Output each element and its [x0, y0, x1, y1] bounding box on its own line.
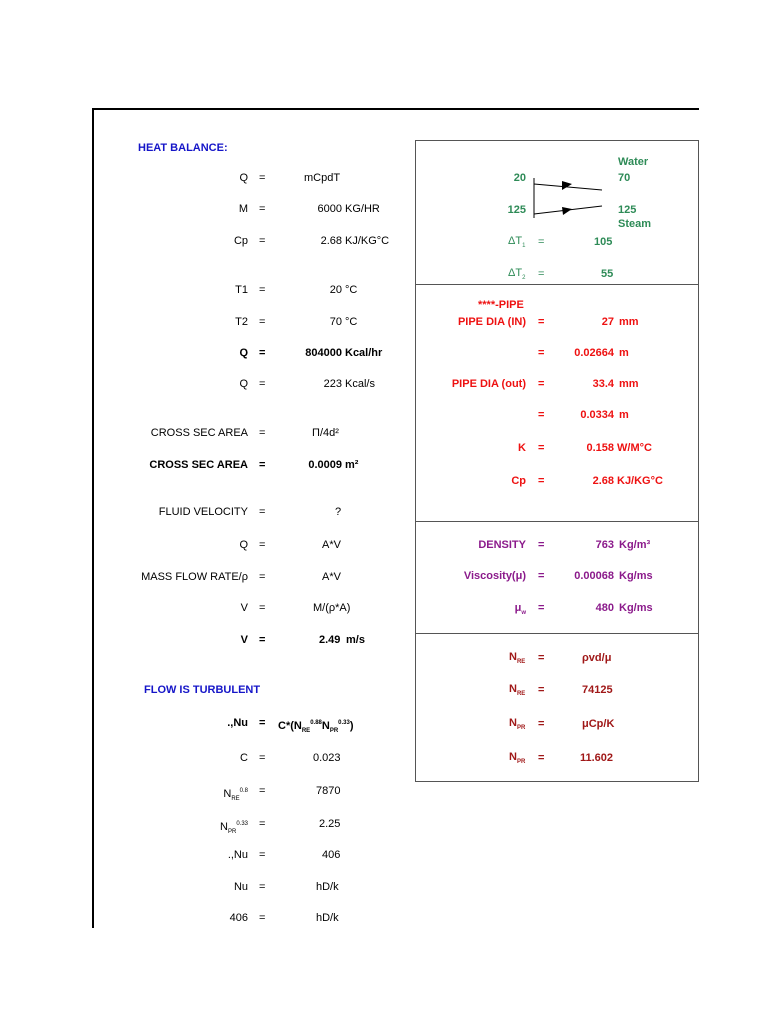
equals-sign: =	[538, 752, 545, 764]
viscosity-value: 0.00068	[574, 570, 614, 582]
pipe-dia-in-value: 27	[601, 316, 614, 328]
k-value: 0.158	[586, 442, 614, 454]
nre-formula-label: $N_{RE}$	[509, 651, 526, 665]
equals-sign: =	[259, 634, 266, 646]
equals-sign: =	[259, 539, 266, 551]
delta-t1-label: $\Delta T_1$	[508, 235, 526, 249]
cp-value: 2.68	[592, 475, 614, 487]
wall-viscosity-label: $\mu_w$	[514, 602, 526, 616]
equals-sign: =	[538, 378, 545, 390]
delta-t1-value: 105	[594, 236, 613, 248]
row-label: T2	[235, 316, 248, 328]
equals-sign: =	[259, 427, 266, 439]
equals-sign: =	[538, 316, 545, 328]
row-label: M	[238, 203, 248, 215]
n406-label: 406	[229, 912, 248, 924]
dimensionless-numbers-box	[415, 633, 699, 782]
pipe-dia-in-m-unit: m	[619, 347, 629, 359]
equals-sign: =	[259, 316, 266, 328]
cp-label: Cp	[511, 475, 526, 487]
row-label: CROSS SEC AREA	[149, 459, 248, 471]
equals-sign: =	[259, 849, 266, 861]
row-label: T1	[235, 284, 248, 296]
equals-sign: =	[259, 284, 266, 296]
row-label: Q	[239, 172, 248, 184]
row-label: V	[240, 602, 248, 614]
row-value: ?	[335, 506, 342, 518]
nre-value-label: $N_{RE}$	[509, 683, 526, 697]
npr-value: 11.602	[580, 752, 614, 764]
wall-viscosity-unit: Kg/ms	[619, 602, 653, 614]
row-label: V	[240, 634, 248, 646]
equals-sign: =	[259, 912, 266, 924]
pipe-dia-out-value: 33.4	[592, 378, 614, 390]
k-label: K	[518, 442, 526, 454]
density-unit: Kg/m³	[619, 539, 651, 551]
nre-formula-value: ρvd/μ	[582, 652, 612, 664]
steam-outlet-temp: 125	[618, 204, 637, 216]
equals-sign: =	[259, 602, 266, 614]
row-unit: Kcal/s	[345, 378, 375, 390]
equals-sign: =	[259, 717, 266, 729]
flow-turbulent-label: FLOW IS TURBULENT	[144, 684, 261, 696]
row-value: 804000	[305, 347, 342, 359]
npr-value-label: $N_{PR}$	[509, 751, 526, 765]
water-label: Water	[618, 156, 649, 168]
row-unit: °C	[345, 316, 358, 328]
row-unit: KJ/KG°C	[345, 235, 390, 247]
nu-def-label: Nu	[233, 881, 248, 893]
equals-sign: =	[538, 442, 545, 454]
k-unit: W/M°C	[617, 442, 652, 454]
nre-power-label: $N_{RE}^{0.8}$	[223, 788, 248, 802]
c-value: 0.023	[313, 752, 341, 764]
sheet-left-border	[92, 108, 94, 928]
row-label: CROSS SEC AREA	[150, 427, 248, 439]
equals-sign: =	[538, 347, 545, 359]
pipe-dia-in-unit: mm	[619, 316, 639, 328]
heat-balance-heading: HEAT BALANCE:	[138, 142, 228, 154]
row-value: 6000	[317, 203, 342, 215]
npr-formula-label: $N_{PR}$	[509, 717, 526, 731]
row-value: 70	[329, 316, 342, 328]
equals-sign: =	[259, 506, 266, 518]
steam-inlet-temp: 125	[507, 204, 526, 216]
npr-power-label: $N_{PR}^{0.33}$	[220, 821, 248, 835]
viscosity-label: Viscosity(μ)	[463, 570, 526, 582]
equals-sign: =	[538, 602, 545, 614]
equals-sign: =	[259, 347, 266, 359]
c-label: C	[240, 752, 248, 764]
nu-def-value: hD/k	[316, 881, 339, 893]
equals-sign: =	[538, 684, 545, 696]
cp-unit: KJ/KG°C	[617, 475, 663, 487]
equals-sign: =	[259, 752, 266, 764]
pipe-dia-out-m-value: 0.0334	[580, 409, 614, 421]
wall-viscosity-value: 480	[595, 602, 614, 614]
npr-power-value: 2.25	[319, 818, 341, 830]
npr-formula-value: μCp/K	[582, 718, 615, 730]
nu-result-label: .,Nu	[227, 849, 248, 861]
row-unit: °C	[345, 284, 358, 296]
equals-sign: =	[538, 570, 545, 582]
pipe-dia-out-unit: mm	[619, 378, 639, 390]
row-unit: KG/HR	[345, 203, 380, 215]
row-value: A*V	[322, 571, 341, 583]
row-label: FLUID VELOCITY	[158, 506, 248, 518]
pipe-dia-out-label: PIPE DIA (out)	[451, 378, 526, 390]
pipe-title: ****-PIPE	[478, 299, 524, 311]
density-value: 763	[595, 539, 614, 551]
equals-sign: =	[259, 459, 266, 471]
equals-sign: =	[538, 409, 545, 421]
density-label: DENSITY	[478, 539, 526, 551]
delta-t2-value: 55	[601, 268, 614, 280]
row-value: M/(ρ*A)	[313, 602, 351, 614]
pipe-dia-out-m-unit: m	[619, 409, 629, 421]
row-value: 20	[329, 284, 342, 296]
equals-sign: =	[259, 172, 266, 184]
nre-power-value: 7870	[316, 785, 341, 797]
row-unit: Kcal/hr	[345, 347, 383, 359]
row-label: Q	[239, 378, 248, 390]
row-label: Q	[239, 539, 248, 551]
nu-label: .,Nu	[227, 717, 248, 729]
equals-sign: =	[538, 539, 545, 551]
equals-sign: =	[259, 571, 266, 583]
sheet-top-border	[92, 108, 699, 110]
equals-sign: =	[259, 881, 266, 893]
viscosity-unit: Kg/ms	[619, 570, 653, 582]
equals-sign: =	[259, 203, 266, 215]
row-label: MASS FLOW RATE/ρ	[141, 571, 248, 583]
nre-value: 74125	[582, 684, 613, 696]
row-value: 0.0009	[308, 459, 342, 471]
equals-sign: =	[259, 818, 266, 830]
row-label: Q	[239, 347, 248, 359]
equals-sign: =	[538, 236, 545, 248]
nu-result-value: 406	[322, 849, 341, 861]
pipe-dia-in-m-value: 0.02664	[574, 347, 614, 359]
n406-value: hD/k	[316, 912, 339, 924]
delta-t2-label: $\Delta T_2$	[508, 267, 526, 281]
row-label: Cp	[233, 235, 248, 247]
row-value: A*V	[322, 539, 341, 551]
equals-sign: =	[538, 268, 545, 280]
equals-sign: =	[259, 785, 266, 797]
row-value: Π/4d²	[312, 427, 339, 439]
temperature-profile-diagram	[532, 176, 604, 220]
water-inlet-temp: 20	[513, 172, 526, 184]
row-unit: m²	[345, 459, 359, 471]
equals-sign: =	[538, 718, 545, 730]
equals-sign: =	[538, 475, 545, 487]
row-value: 2.49	[319, 634, 341, 646]
steam-label: Steam	[618, 218, 652, 230]
row-unit: m/s	[346, 634, 365, 646]
nu-formula: $C*(N_{RE}^{0.88}N_{PR}^{0.33})$	[278, 720, 354, 734]
row-value: 223	[323, 378, 342, 390]
pipe-dia-in-label: PIPE DIA (IN)	[457, 316, 526, 328]
equals-sign: =	[259, 378, 266, 390]
equals-sign: =	[538, 652, 545, 664]
row-value: 2.68	[320, 235, 342, 247]
water-outlet-temp: 70	[618, 172, 631, 184]
row-value: mCpdT	[304, 172, 341, 184]
equals-sign: =	[259, 235, 266, 247]
